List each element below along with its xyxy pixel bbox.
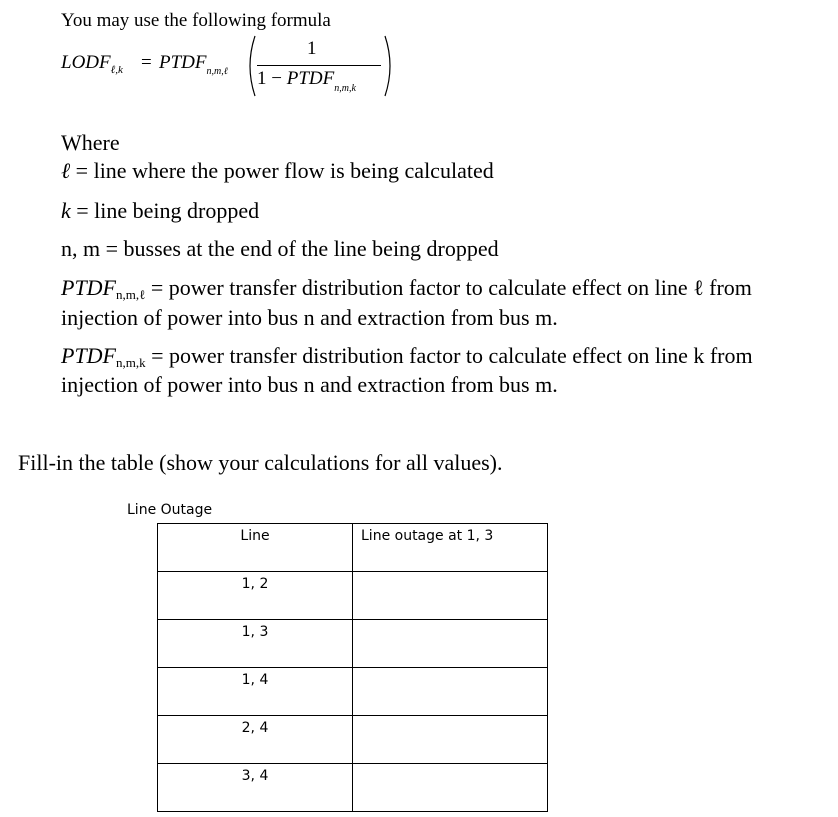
definition-ptdf-l: $PTDF_{n,m,\ell}$ = power transfer distribution factor to calculate effect on line ℓ from [61, 275, 752, 302]
table-row [158, 668, 548, 716]
lodf-formula [61, 34, 401, 104]
outage-value-cell[interactable] [353, 572, 548, 620]
line-cell: 1, 3 [158, 620, 353, 668]
fraction-bar [257, 65, 381, 66]
outage-value-cell[interactable] [353, 764, 548, 812]
line-cell: 1, 4 [158, 668, 353, 716]
definition-line-l: ℓ = line where the power flow is being calculated [61, 158, 494, 183]
line-cell: 3, 4 [158, 764, 353, 812]
table-row [158, 620, 548, 668]
header-line: Line [158, 524, 353, 572]
definition-line-k: k = line being dropped [61, 198, 260, 223]
fraction-numerator: 1 [307, 38, 317, 59]
outage-value-cell[interactable] [353, 668, 548, 716]
table-row [158, 716, 548, 764]
where-label: Where [61, 130, 120, 155]
outage-value-cell[interactable] [353, 620, 548, 668]
left-paren [243, 34, 257, 98]
table-header-row [158, 524, 548, 572]
line-cell: 2, 4 [158, 716, 353, 764]
line-cell: 1, 2 [158, 572, 353, 620]
definition-ptdf-k-cont: injection of power into bus n and extraction from bus m. [61, 372, 558, 397]
intro-text: You may use the following formula [61, 10, 331, 31]
formula-equals: = [141, 52, 152, 73]
formula-ptdf: $PTDF_{n,m,\ell}$ [159, 52, 228, 77]
fraction-denominator: $1 - PTDF_{n,m,k}$ [257, 68, 356, 94]
instruction-text: Fill-in the table (show your calculations for all values). [18, 450, 503, 475]
definition-busses: n, m = busses at the end of the line being dropped [61, 236, 499, 261]
line-outage-table [157, 523, 548, 812]
table-caption: Line Outage [127, 502, 213, 518]
definition-ptdf-k: $PTDF_{n,m,k}$ = power transfer distribution factor to calculate effect on line k from [61, 343, 753, 370]
right-paren [383, 34, 397, 98]
definition-ptdf-l-cont: injection of power into bus n and extraction from bus m. [61, 305, 558, 330]
table-row [158, 572, 548, 620]
outage-value-cell[interactable] [353, 716, 548, 764]
header-outage: Line outage at 1, 3 [353, 524, 548, 572]
table-row [158, 764, 548, 812]
formula-lhs: $LODF_{\ell,k}$ [61, 52, 123, 76]
